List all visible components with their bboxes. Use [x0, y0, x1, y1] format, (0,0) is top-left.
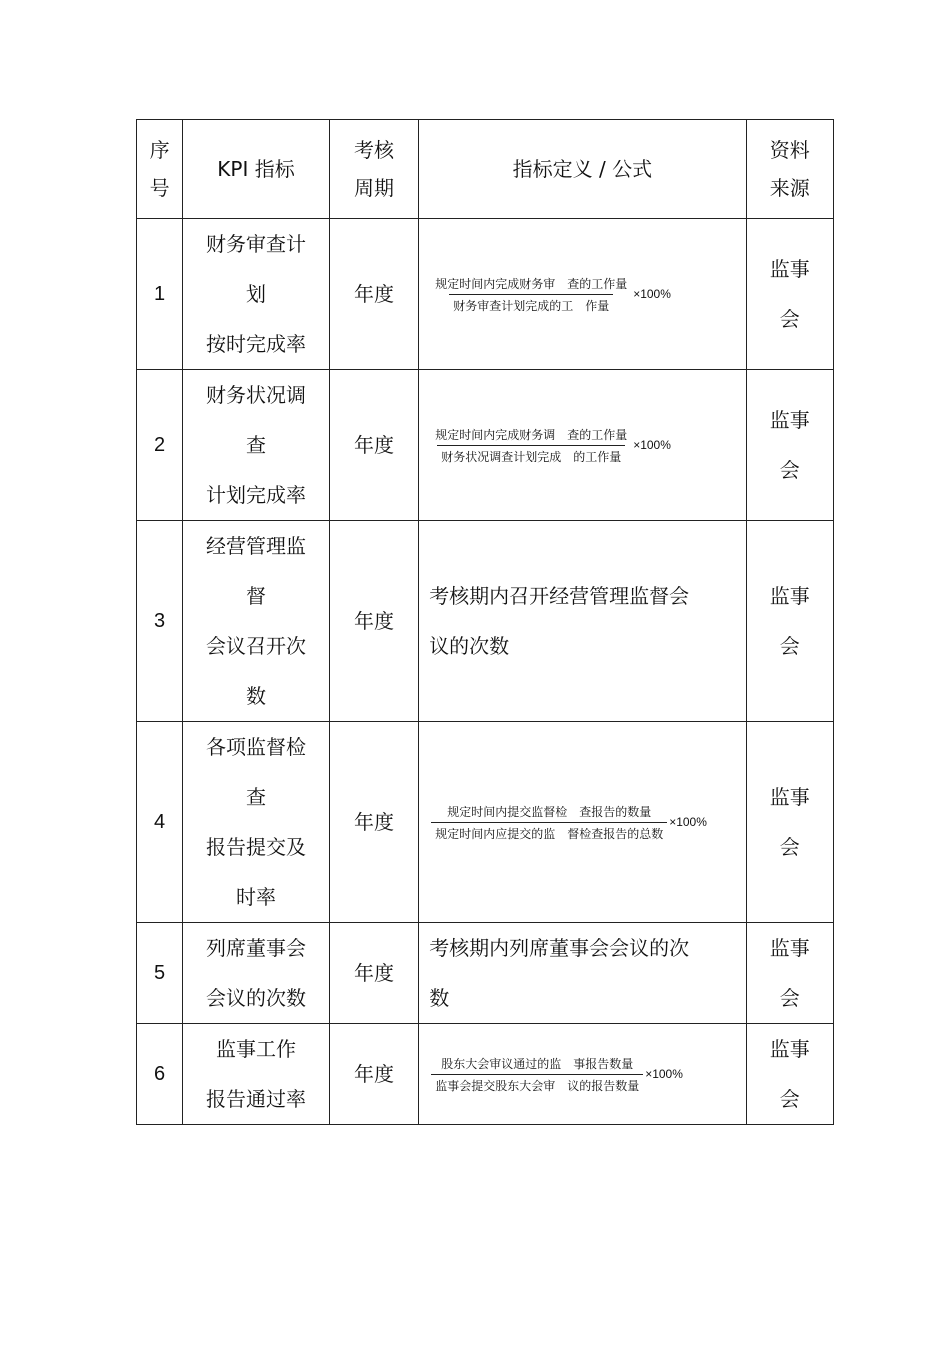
table-row	[137, 923, 834, 1024]
row-source: 监事 会	[746, 521, 833, 722]
row-cycle: 年度	[329, 1024, 418, 1125]
row-source: 监事 会	[746, 219, 833, 370]
row-kpi: 经营管理监 督 会议召开次 数	[183, 521, 330, 722]
table-row	[137, 370, 834, 521]
row-kpi: 财务状况调 查 计划完成率	[183, 370, 330, 521]
row-definition: 考核期内召开经营管理监督会 议的次数	[419, 521, 746, 722]
row-source: 监事 会	[746, 370, 833, 521]
table-row	[137, 722, 834, 923]
row-formula: $\frac{\text{股东大会审议通过的监 事报告数量}}{\text{监事会提交股东大会审 议的报告数量}}$ ×100%	[419, 1024, 746, 1125]
row-cycle: 年度	[329, 722, 418, 923]
row-cycle: 年度	[329, 923, 418, 1024]
row-formula: $\frac{\text{规定时间内完成财务调 查的工作量}}{\text{财务状况调查计划完成 的工作量}}$ ×100%	[419, 370, 746, 521]
header-no: 序 号	[137, 120, 183, 219]
row-no: 2	[137, 370, 183, 521]
row-no: 1	[137, 219, 183, 370]
row-source: 监事 会	[746, 722, 833, 923]
table-row	[137, 1024, 834, 1125]
table-row	[137, 521, 834, 722]
row-cycle: 年度	[329, 370, 418, 521]
row-kpi: 列席董事会 会议的次数	[183, 923, 330, 1024]
row-no: 3	[137, 521, 183, 722]
header-source: 资料 来源	[746, 120, 833, 219]
header-kpi: KPI 指标	[183, 120, 330, 219]
row-formula: $\frac{\text{规定时间内提交监督检 查报告的数量}}{\text{规定时间内应提交的监 督检查报告的总数}}$ ×100%	[419, 722, 746, 923]
row-kpi: 财务审查计 划 按时完成率	[183, 219, 330, 370]
row-cycle: 年度	[329, 521, 418, 722]
row-cycle: 年度	[329, 219, 418, 370]
row-definition: 考核期内列席董事会会议的次 数	[419, 923, 746, 1024]
header-row	[137, 120, 834, 219]
row-no: 4	[137, 722, 183, 923]
row-source: 监事 会	[746, 1024, 833, 1125]
row-kpi: 监事工作 报告通过率	[183, 1024, 330, 1125]
kpi-table	[136, 119, 834, 1125]
table-row	[137, 219, 834, 370]
header-definition: 指标定义 / 公式	[419, 120, 746, 219]
header-cycle: 考核 周期	[329, 120, 418, 219]
row-kpi: 各项监督检 查 报告提交及 时率	[183, 722, 330, 923]
row-source: 监事 会	[746, 923, 833, 1024]
row-no: 6	[137, 1024, 183, 1125]
row-formula: $\frac{\text{规定时间内完成财务审 查的工作量}}{\text{财务审查计划完成的工 作量}}$ ×100%	[419, 219, 746, 370]
row-no: 5	[137, 923, 183, 1024]
